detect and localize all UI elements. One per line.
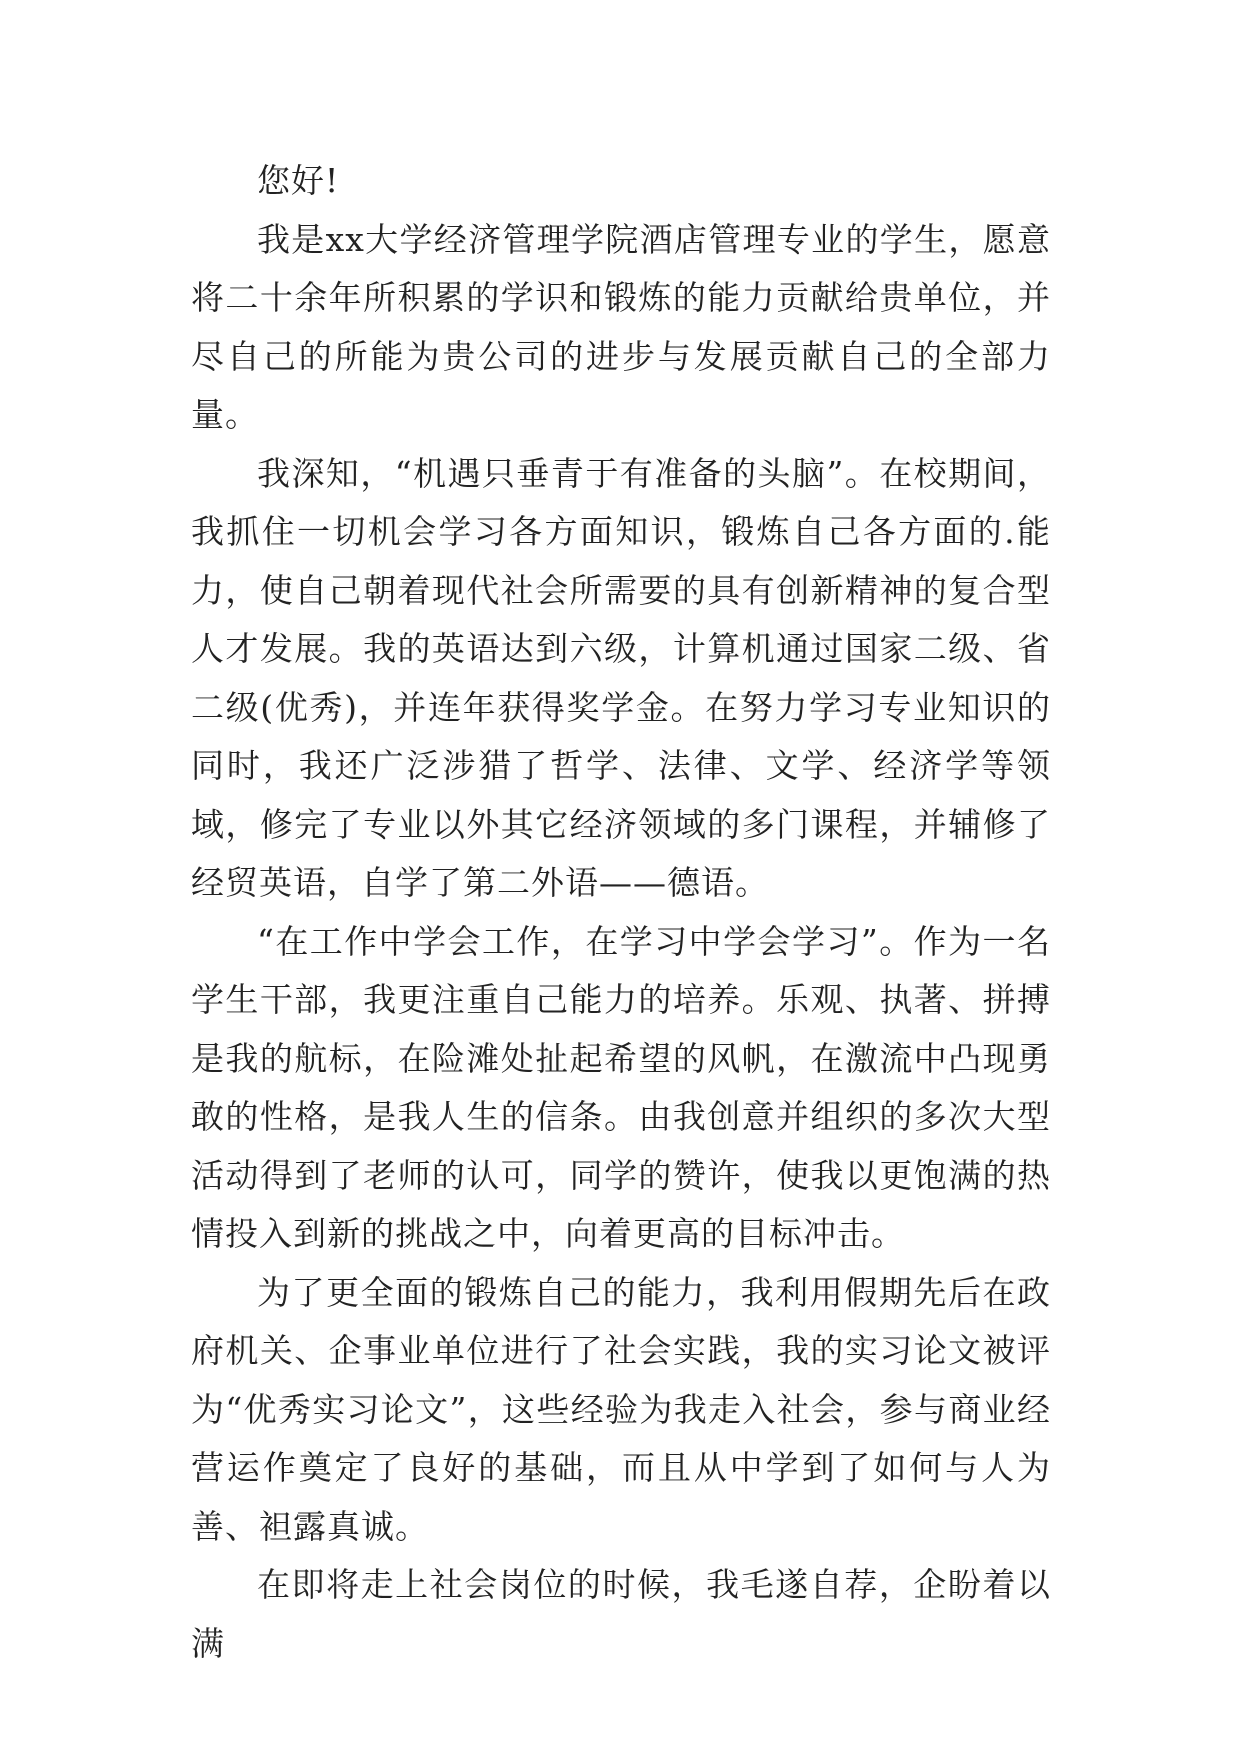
paragraph-closing: 在即将走上社会岗位的时候，我毛遂自荐，企盼着以满 bbox=[191, 1565, 1051, 1663]
greeting: 您好! bbox=[257, 161, 340, 200]
paragraph-leadership: “在工作中学会工作，在学习中学会学习”。作为一名学生干部，我更注重自己能力的培养。乐观、执著、拼搏是我的航标，在险滩处扯起希望的风帆，在激流中凸现勇敢的性格，是我人生的信条。由我创意并组织的多次大型活动得到了老师的认可，同学的赞许，使我以更饱满的热情投入到新的挑战之中，向着更高的目标冲击。 bbox=[191, 921, 1051, 1253]
paragraph-intro: 我是xx大学经济管理学院酒店管理专业的学生，愿意将二十余年所积累的学识和锻炼的能力贡献给贵单位，并尽自己的所能为贵公司的进步与发展贡献自己的全部力量。 bbox=[191, 219, 1051, 434]
letter-body bbox=[191, 152, 1051, 1673]
paragraph-study: 我深知，“机遇只垂青于有准备的头脑”。在校期间，我抓住一切机会学习各方面知识，锻炼自己各方面的.能力，使自己朝着现代社会所需要的具有创新精神的复合型人才发展。我的英语达到六级，计算机通过国家二级、省二级(优秀)，并连年获得奖学金。在努力学习专业知识的同时，我还广泛涉猎了哲学、法律、文学、经济学等领域，修完了专业以外其它经济领域的多门课程，并辅修了经贸英语，自学了第二外语——德语。 bbox=[191, 453, 1051, 902]
paragraph-practice: 为了更全面的锻炼自己的能力，我利用假期先后在政府机关、企事业单位进行了社会实践，我的实习论文被评为“优秀实习论文”，这些经验为我走入社会，参与商业经营运作奠定了良好的基础，而且从中学到了如何与人为善、袒露真诚。 bbox=[191, 1272, 1051, 1546]
